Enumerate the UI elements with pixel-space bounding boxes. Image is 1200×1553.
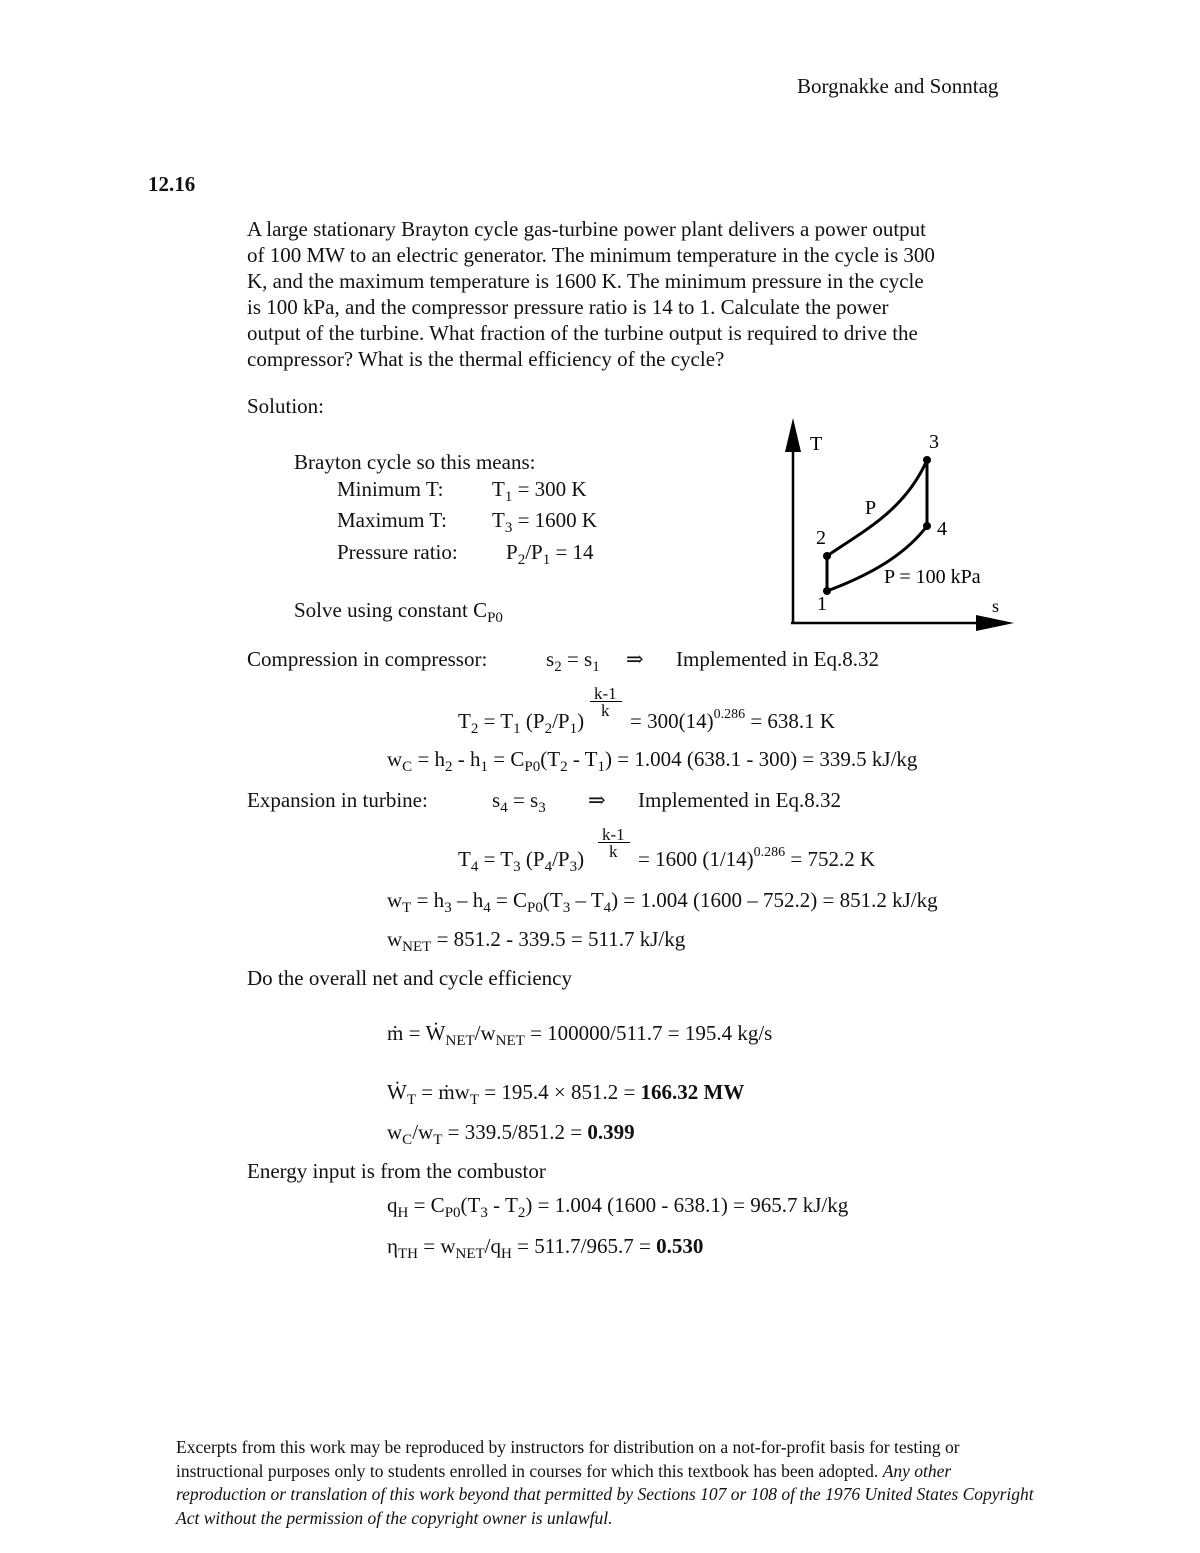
min-t-equation: $T_1 = 300$ K: [492, 477, 587, 505]
solution-label: Solution:: [247, 394, 325, 418]
work-ratio-equation: $w_C/w_T = 339.5/851.2 = 0.399$: [387, 1120, 635, 1148]
state-point-3: [923, 456, 931, 464]
problem-line: output of the turbine. What fraction of the turbine output is required to drive the: [247, 321, 918, 345]
problem-statement: [247, 216, 935, 372]
t2-rhs: [630, 708, 835, 734]
wnet-result: = 851.2 - 339.5 = 511.7 kJ/kg: [436, 927, 686, 951]
low-pressure-label: P = 100 kPa: [884, 566, 981, 588]
pr-value: = 14: [555, 540, 594, 564]
t4-lhs: $T_4 = T_3$ $(P_4/P_3)$: [458, 847, 585, 875]
efficiency-answer: 0.530: [656, 1234, 704, 1258]
t4-result: = 752.2 K: [790, 847, 876, 871]
pr-label: Pressure ratio:: [337, 540, 458, 564]
min-t-label: Minimum T:: [337, 477, 444, 501]
expansion-implemented: Implemented in Eq.8.32: [638, 788, 841, 812]
state-label-3: 3: [929, 431, 939, 453]
state-point-4: [923, 522, 931, 530]
solve-using-text: Solve using constant C: [294, 598, 488, 622]
t2-value: = 300(14): [630, 709, 714, 733]
problem-line: compressor? What is the thermal efficiency of the cycle?: [247, 347, 725, 371]
wc-paren: (T: [540, 747, 561, 771]
ts-diagram: [770, 410, 1030, 640]
wt-result: ) = 1.004 (1600 – 752.2) = 851.2 kJ/kg: [611, 888, 938, 912]
state-label-1: 1: [817, 593, 827, 615]
compression-implemented: Implemented in Eq.8.32: [676, 647, 879, 671]
problem-line: K, and the maximum temperature is 1600 K. The minimum pressure in the cycle: [247, 269, 924, 293]
t4-rhs: [638, 846, 875, 872]
wc-equation: $w_C = h_2 - h_1 = C_{P0}(T_2 - T_1) = 1.004$ (638.1 - 300) = 339.5 kJ/kg: [387, 747, 918, 775]
efficiency-calc: = 511.7/965.7 =: [517, 1234, 657, 1258]
page-header: Borgnakke and Sonntag: [797, 74, 999, 98]
mdot-result: = 100000/511.7 = 195.4 kg/s: [530, 1021, 773, 1045]
isobar-label: P: [865, 497, 877, 519]
problem-number: 12.16: [148, 172, 196, 196]
expansion-isentropic: $s_4 = s_3$: [492, 788, 546, 816]
t2-exponent-bottom: k: [601, 701, 610, 720]
qh-equation: $q_H = C_{P0}(T_3 - T_2) = 1.004$ (1600 - 638.1) = 965.7 kJ/kg: [387, 1193, 849, 1221]
wnet-equation: $w_{NET} = 851.2 - 339.5 = 511.7$ kJ/kg: [387, 927, 686, 955]
qh-result: ) = 1.004 (1600 - 638.1) = 965.7 kJ/kg: [525, 1193, 849, 1217]
wt-equation: $w_T = h_3 - h_4 = C_{P0}(T_3 - T_4) = 1.004$ (1600 – 752.2) = 851.2 kJ/kg: [387, 888, 938, 916]
work-ratio-answer: 0.399: [587, 1120, 635, 1144]
expansion-label: Expansion in turbine:: [247, 788, 428, 812]
overall-label: Do the overall net and cycle efficiency: [247, 966, 572, 990]
t2-exp: 0.286: [713, 707, 746, 722]
pr-equation: $P_2/P_1 = 14$: [506, 540, 594, 568]
state-label-4: 4: [937, 518, 947, 540]
efficiency-equation: $\eta_{TH} = w_{NET}/q_H = 511.7/965.7 = 0.530$: [387, 1234, 704, 1262]
max-t-label: Maximum T:: [337, 508, 447, 532]
problem-line: A large stationary Brayton cycle gas-turbine power plant delivers a power output: [247, 217, 926, 241]
min-t-value: = 300 K: [517, 477, 587, 501]
turbine-power-equation: Ẇ$_T$ = ṁw$_T$ = 195.4 × 851.2 = 166.32 MW: [387, 1080, 745, 1108]
t2-exponent-top: k-1: [594, 684, 617, 703]
compression-label: Compression in compressor:: [247, 647, 488, 671]
t4-exponent-top: k-1: [602, 825, 625, 844]
t4-exponent-bottom: k: [609, 842, 618, 861]
compression-isentropic: $s_2 = s_1$: [546, 647, 600, 675]
wc-result: ) = 1.004 (638.1 - 300) = 339.5 kJ/kg: [605, 747, 918, 771]
footer-normal-text: Excerpts from this work may be reproduced by instructors for distribution on a not-for-profit basis for testing or instructional purposes only to students enrolled in courses for which this textbook has been adopted.: [176, 1437, 960, 1481]
t2-result: = 638.1 K: [750, 709, 836, 733]
work-ratio-calc: = 339.5/851.2 =: [447, 1120, 588, 1144]
turbine-power-answer: 166.32 MW: [640, 1080, 745, 1104]
t4-exp: 0.286: [753, 845, 786, 860]
mdot-equation: ṁ = $Ẇ_{NET}/w_{NET} = 100000/511.7 = 195.4$ kg/s: [387, 1021, 773, 1049]
footer-italic-text: Any other reproduction or translation of this work beyond that permitted by Sections 107 or 108 of the 1976 United States Copyright Act without the permission of the copyright owner is unlawful.: [176, 1460, 1034, 1528]
problem-line: is 100 kPa, and the compressor pressure ratio is 14 to 1. Calculate the power: [247, 295, 889, 319]
turbine-power-calc: = 195.4 × 851.2 =: [484, 1080, 641, 1104]
t-axis-arrow: [785, 418, 801, 452]
max-t-value: = 1600 K: [517, 508, 598, 532]
energy-label: Energy input is from the combustor: [247, 1159, 546, 1183]
brayton-intro: Brayton cycle so this means:: [294, 450, 536, 474]
solve-using: Solve using constant $C_{P0}$: [294, 598, 503, 626]
copyright-footer: [176, 1436, 1036, 1530]
s-axis-label: s: [992, 596, 1000, 616]
max-t-equation: $T_3 = 1600$ K: [492, 508, 598, 536]
implies-arrow-2: ⇒: [588, 788, 606, 812]
t4-value: = 1600 (1/14): [638, 847, 754, 871]
t-axis-label: T: [810, 433, 823, 455]
state-point-2: [823, 552, 831, 560]
s-axis-arrow: [976, 615, 1014, 631]
problem-line: of 100 MW to an electric generator. The minimum temperature in the cycle is 300: [247, 243, 935, 267]
t2-lhs: $T_2 = T_1$ $(P_2/P_1)$: [458, 709, 585, 737]
implies-arrow: ⇒: [626, 647, 644, 671]
state-label-2: 2: [816, 527, 826, 549]
